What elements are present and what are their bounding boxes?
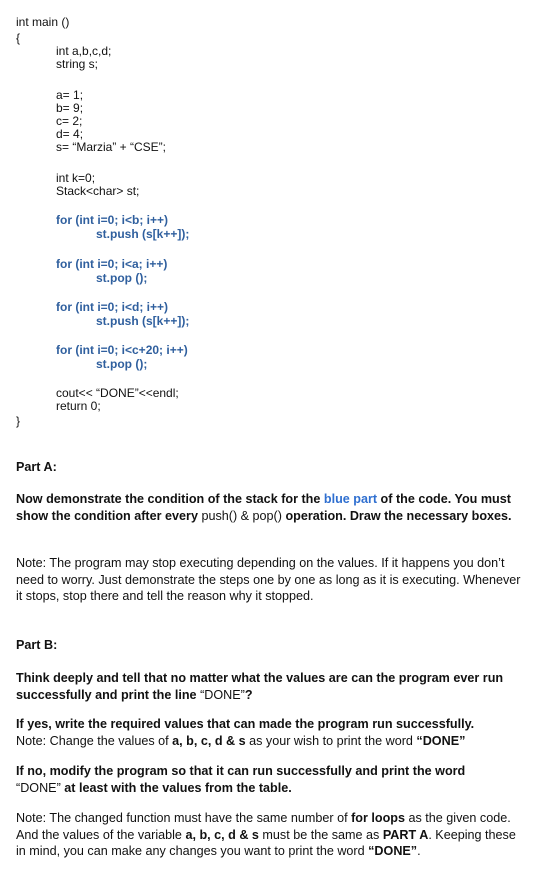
part-b-note: Note: The changed function must have the same number of for loops as the given code. And the values of the variable a, b, c, d & s must be the same as PART A. Keeping these in mind, you can make any changes you want to print the word “DONE”. [16, 811, 516, 858]
part-b-question: Think deeply and tell that no matter what the values are can the program ever run successfully and print the line “DONE”? [16, 671, 504, 702]
code-loop3-body: st.push (s[k++]); [96, 314, 190, 328]
part-b-no: If no, modify the program so that it can run successfully and print the word “DONE” at least with the values from the table. [16, 764, 466, 795]
code-loop3: for (int i=0; i<d; i++) [56, 300, 169, 314]
code-loop4: for (int i=0; i<c+20; i++) [56, 343, 188, 357]
code-loop2: for (int i=0; i<a; i++) [56, 257, 168, 271]
part-a-note: Note: The program may stop executing depending on the values. If it happens you don’t need to worry. Just demonstrate the steps one by one as long as it is executing. Whenever it stops, stop there and tell the reason why it stopped. [16, 556, 521, 603]
code-loop1: for (int i=0; i<b; i++) [56, 213, 169, 227]
part-a-title: Part A: [16, 460, 57, 474]
blue-part-highlight: blue part [323, 492, 378, 506]
code-cout: cout<< “DONE”<<endl; [56, 386, 179, 400]
code-assign-d: d= 4; [56, 127, 84, 141]
code-brace-open: { [16, 31, 21, 45]
part-b-yes: If yes, write the required values that can made the program run successfully. Note: Change the values of a, b, c, d & s as your wish to print the word “DONE” [16, 717, 475, 748]
code-return: return 0; [56, 399, 101, 413]
code-main-signature: int main () [16, 15, 70, 29]
code-assign-a: a= 1; [56, 88, 84, 102]
code-assign-b: b= 9; [56, 101, 84, 115]
code-stack-decl: Stack<char> st; [56, 184, 140, 198]
code-loop2-body: st.pop (); [96, 271, 148, 285]
code-assign-s: s= “Marzia” + “CSE”; [56, 140, 167, 154]
code-brace-close: } [16, 414, 21, 428]
code-decl-ints: int a,b,c,d; [56, 44, 112, 58]
code-loop1-body: st.push (s[k++]); [96, 227, 190, 241]
code-decl-string: string s; [56, 57, 99, 71]
code-loop4-body: st.pop (); [96, 357, 148, 371]
code-assign-c: c= 2; [56, 114, 83, 128]
code-k-init: int k=0; [56, 171, 96, 185]
part-b-title: Part B: [16, 638, 58, 652]
part-a-question: Now demonstrate the condition of the stack for the blue part of the code. You must show the condition after every push() & pop() operation. Draw the necessary boxes. [16, 492, 512, 523]
